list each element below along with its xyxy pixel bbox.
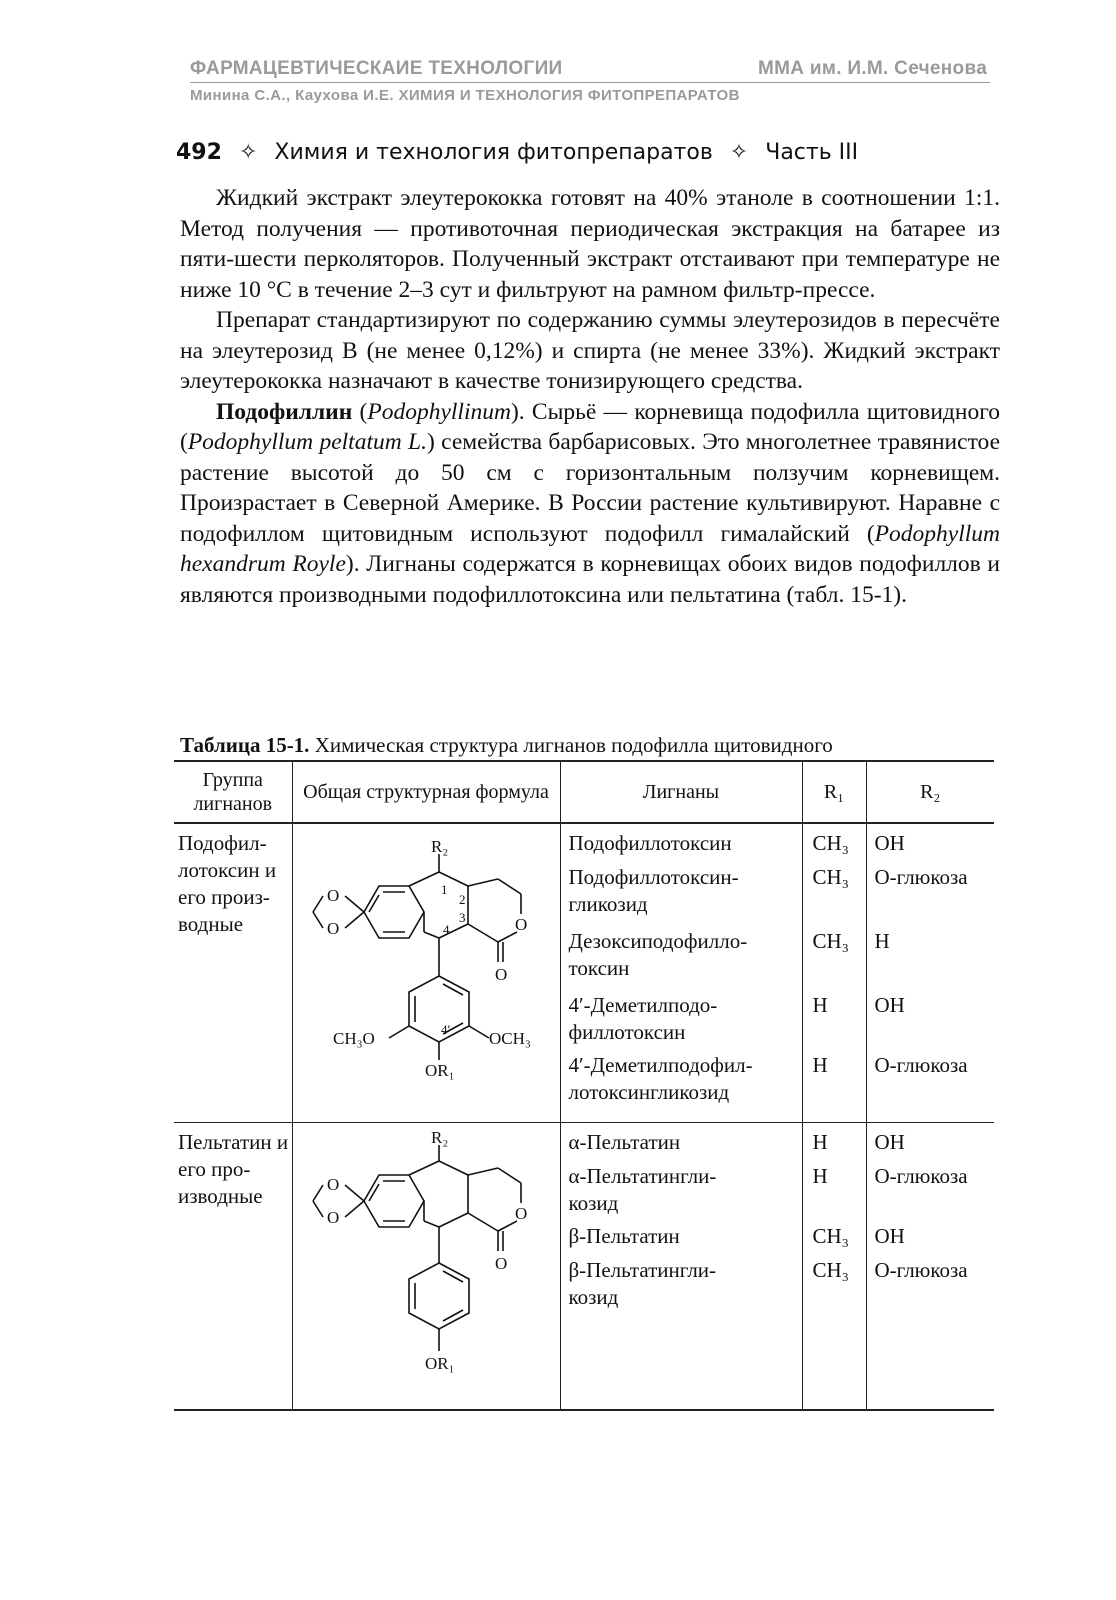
lignan-names [560, 1123, 802, 1411]
lignan-names [560, 823, 802, 1123]
label-atom-4: 4 [442, 922, 449, 937]
list-item: CH₃ [812, 831, 849, 855]
header-formula: Общая структурная формула [292, 761, 560, 823]
header-subtitle: Минина С.А., Каухова И.Е. ХИМИЯ И ТЕХНОЛОГИЯ ФИТОПРЕПАРАТОВ [190, 87, 740, 104]
label-atom-2: 2 [458, 892, 465, 907]
table-row [174, 1123, 994, 1411]
list-item: OH [874, 1224, 905, 1248]
label-o: O [326, 1208, 339, 1227]
list-item: О-глюкоза [874, 1258, 968, 1282]
list-item: Подофиллотоксин [568, 831, 732, 855]
header-r1: R₁ [802, 761, 866, 823]
list-item: H [812, 1164, 828, 1188]
label-atom-1: 1 [440, 882, 447, 897]
list-item: 4′-Деметилподо-филлотоксин [568, 993, 718, 1044]
header-left: ФАРМАЦЕВТИЧЕСКАИЕ ТЕХНОЛОГИИ [190, 58, 563, 79]
list-item: CH₃ [812, 1224, 849, 1248]
label-o: O [326, 886, 339, 905]
paragraph-2: Препарат стандартизируют по содержанию суммы элеутерозидов в пересчёте на элеутерозид В (не менее 0,12%) и спирта (не менее 33%). Жидкий экстракт элеутерококка назначают в качестве тонизирующего средства. [180, 307, 1000, 394]
label-och3-right: OCH₃ [488, 1029, 531, 1048]
list-item: CH₃ [812, 865, 849, 889]
list-item: О-глюкоза [874, 1053, 968, 1077]
list-item: Подофиллотоксин-гликозид [568, 865, 739, 916]
list-item: OH [874, 1130, 905, 1154]
latin-name: Podophyllum hexandrum Royle [180, 520, 1000, 577]
structural-formula-podophyllotoxin [292, 823, 560, 1123]
text-run: ). Лигнаны содержатся в корневищах обоих видов подофиллов и являются производными подофиллотоксина или пельтатина (табл. 15-1). [180, 551, 1000, 608]
running-title: Химия и технология фитопрепаратов [274, 140, 713, 165]
r2-values [866, 823, 994, 1123]
header-group: Группа лигнанов [174, 761, 292, 823]
paragraph-3 [180, 397, 1000, 611]
list-item: H [812, 993, 828, 1017]
label-o: O [494, 1254, 507, 1273]
label-r2: R₂ [430, 1128, 448, 1147]
list-item: α-Пельтатин [568, 1130, 681, 1154]
label-o: O [494, 965, 507, 984]
body-text [180, 183, 1000, 610]
text-run: ( [352, 398, 368, 425]
list-item: CH₃ [812, 929, 849, 953]
running-part: Часть III [765, 140, 859, 165]
lignans-table [174, 760, 994, 1411]
paragraph-1: Жидкий экстракт элеутерококка готовят на 40% этаноле в соотношении 1:1. Метод получения — противоточная периодическая экстракция на батарее из пяти-шести перколяторов. Полученный экстракт отстаивают при температуре не ниже 10 °С в течение 2–3 сут и фильтруют на рамном фильтр-прессе. [180, 185, 1000, 303]
latin-name: Podophyllinum [367, 398, 511, 425]
label-or1: OR₁ [424, 1354, 455, 1373]
diamond-icon: ✧ [238, 140, 258, 165]
r2-values [866, 1123, 994, 1411]
page-number: 492 [176, 140, 222, 165]
label-atom-4prime: 4′ [440, 1022, 450, 1037]
label-o: O [514, 915, 527, 934]
table-row [174, 823, 994, 1123]
list-item: α-Пельтатингли-козид [568, 1164, 717, 1215]
diamond-icon: ✧ [729, 140, 749, 165]
list-item: 4′-Деметилподофил-лотоксингликозид [568, 1053, 753, 1104]
latin-name: Podophyllum peltatum L. [187, 429, 427, 455]
structural-formula-peltatin [292, 1123, 560, 1411]
text-run: ) семейства барбарисовых. Это многолетнее травянистое растение высотой до 50 см с горизонтальным ползучим корневищем. Произрастает в Северной Америке. В России растение культивируют. Наравне с подофиллом щитовидным используют подофилл гималайский ( [180, 429, 1000, 547]
label-och3-left: CH₃O [332, 1029, 375, 1048]
list-item: β-Пельтатингли-козид [568, 1258, 717, 1309]
list-item: OH [874, 993, 905, 1017]
list-item: О-глюкоза [874, 865, 968, 889]
header-r2: R₂ [866, 761, 994, 823]
group-name: Пельтатин и его про-изводные [174, 1123, 292, 1411]
list-item: H [812, 1053, 828, 1077]
list-item: β-Пельтатин [568, 1224, 680, 1248]
caption-label: Таблица 15-1. [180, 733, 310, 757]
label-r2: R₂ [430, 837, 448, 856]
label-o: O [326, 919, 339, 938]
list-item: О-глюкоза [874, 1164, 968, 1188]
header-divider [190, 82, 990, 83]
header-lignans: Лигнаны [560, 761, 802, 823]
term-podophyllin: Подофиллин [216, 398, 353, 425]
table-caption [180, 733, 833, 758]
list-item: H [812, 1130, 828, 1154]
header-right: ММА им. И.М. Сеченова [758, 58, 988, 79]
text-run: ). Сырьё — корневища подофилла щитовидного ( [180, 398, 1000, 455]
running-head [176, 140, 858, 165]
list-item: CH₃ [812, 1258, 849, 1282]
list-item: OH [874, 831, 905, 855]
label-o: O [326, 1175, 339, 1194]
label-atom-3: 3 [458, 910, 465, 925]
r1-values [802, 1123, 866, 1411]
r1-values [802, 823, 866, 1123]
list-item: Дезоксиподофилло-токсин [568, 929, 748, 980]
list-item: H [874, 929, 890, 953]
group-name: Подофил-лотоксин и его произ-водные [174, 823, 292, 1123]
caption-text: Химическая структура лигнанов подофилла щитовидного [309, 733, 833, 757]
label-or1: OR₁ [424, 1061, 455, 1080]
label-o: O [514, 1204, 527, 1223]
